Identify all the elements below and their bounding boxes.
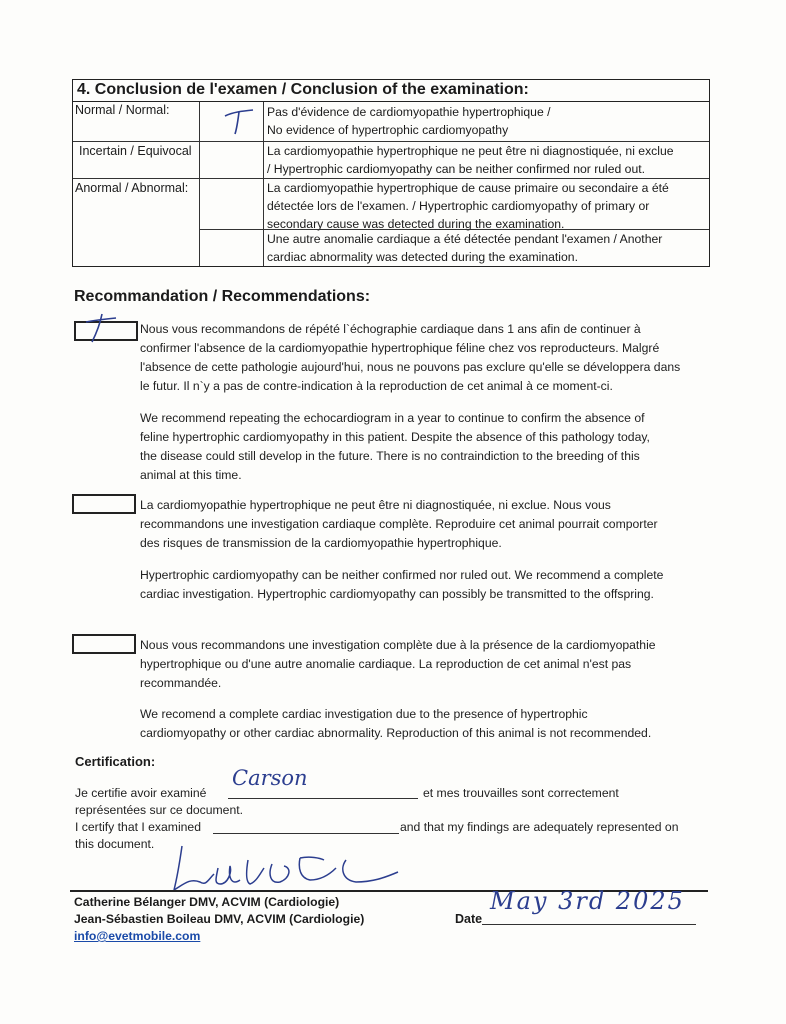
signatory-1: Catherine Bélanger DMV, ACVIM (Cardiologie) xyxy=(74,895,340,909)
recommendation-1-fr: Nous vous recommandons de répété l`échographie cardiaque dans 1 ans afin de continuer à confirmer l'absence de la cardiomyopathie hypertrophique féline chez vos reproducteurs. Malgré l'absence de cette pathologie aujourd'hui, nous ne pouvons pas exclure qu'elle se développera dans le futur. Il n`y a pas de contre-indication à la reproduction de cet animal à ce moment-ci. xyxy=(140,322,681,393)
animal-name-field-en[interactable] xyxy=(213,816,399,834)
email-link[interactable]: info@evetmobile.com xyxy=(74,929,201,943)
checkmark-icon xyxy=(84,312,118,344)
row-text: La cardiomyopathie hypertrophique ne peut être ni diagnostiquée, ni exclue / Hypertrophic cardiomyopathy can be neither confirmed nor ruled out. xyxy=(267,144,674,176)
recommendations-title: Recommandation / Recommendations: xyxy=(74,288,371,305)
recommendation-checkbox-3[interactable] xyxy=(72,634,136,654)
cert-fr-line2: représentées sur ce document. xyxy=(75,803,244,817)
date-label: Date xyxy=(455,912,483,926)
conclusion-table xyxy=(72,79,710,267)
checkmark-icon xyxy=(223,108,257,136)
recommendation-3-fr: Nous vous recommandons une investigation complète due à la présence de la cardiomyopathie hypertrophique ou d'une autre anomalie cardiaque. La reproduction de cet animal n'est pas recommandée. xyxy=(140,638,656,690)
cert-en-suffix: and that my findings are adequately represented on xyxy=(400,820,679,834)
date-handwritten: May 3rd 2025 xyxy=(490,887,685,915)
recommendation-2-en: Hypertrophic cardiomyopathy can be neither confirmed nor ruled out. We recommend a complete cardiac investigation. Hypertrophic cardiomyopathy can possibly be transmitted to the offspring. xyxy=(140,568,664,601)
cert-fr-suffix: et mes trouvailles sont correctement xyxy=(423,786,619,800)
recommendation-3-en: We recomend a complete cardiac investigation due to the presence of hypertrophic cardiomyopathy or other cardiac abnormality. Reproduction of this animal is not recommended. xyxy=(140,707,652,740)
animal-name-handwritten: Carson xyxy=(232,766,308,790)
table-row-normal xyxy=(73,102,709,142)
table-row-equivocal xyxy=(73,142,709,179)
recommendation-2-fr: La cardiomyopathie hypertrophique ne peut être ni diagnostiquée, ni exclue. Nous vous recommandons une investigation cardiaque complète. Reproduire cet animal pourrait comporter des risques de transmission de la cardiomyopathie hypertrophique. xyxy=(140,498,658,550)
cert-en-line2: this document. xyxy=(75,837,155,851)
row-label: Anormal / Abnormal: xyxy=(75,181,189,195)
certification-title: Certification: xyxy=(75,754,156,769)
table-row-abnormal xyxy=(73,179,709,266)
conclusion-title: 4. Conclusion de l'examen / Conclusion of the examination: xyxy=(73,80,709,102)
recommendation-1-en: We recommend repeating the echocardiogram in a year to continue to confirm the absence of feline hypertrophic cardiomyopathy in this patient. Despite the absence of this pathology today, the disease could still develop in the future. There is no contraindiction to the breeding of this animal at this time. xyxy=(140,411,650,482)
row-text: Pas d'évidence de cardiomyopathie hypertrophique / No evidence of hypertrophic cardiomyopathy xyxy=(267,105,551,137)
row-text: Une autre anomalie cardiaque a été détectée pendant l'examen / Another cardiac abnormality was detected during the examination. xyxy=(267,232,663,264)
row-label: Incertain / Equivocal xyxy=(79,144,192,158)
cert-en-prefix: I certify that I examined xyxy=(75,820,201,834)
cert-fr-prefix: Je certifie avoir examiné xyxy=(75,786,207,800)
recommendation-checkbox-2[interactable] xyxy=(72,494,136,514)
signatory-names xyxy=(74,894,364,928)
signatory-2: Jean-Sébastien Boileau DMV, ACVIM (Cardiologie) xyxy=(74,912,365,926)
signature-image xyxy=(160,838,410,898)
row-label: Normal / Normal: xyxy=(75,103,170,117)
row-text: La cardiomyopathie hypertrophique de cause primaire ou secondaire a été détectée lors de l'examen. / Hypertrophic cardiomyopathy of primary or secondary cause was detected during the examination. xyxy=(267,181,669,231)
